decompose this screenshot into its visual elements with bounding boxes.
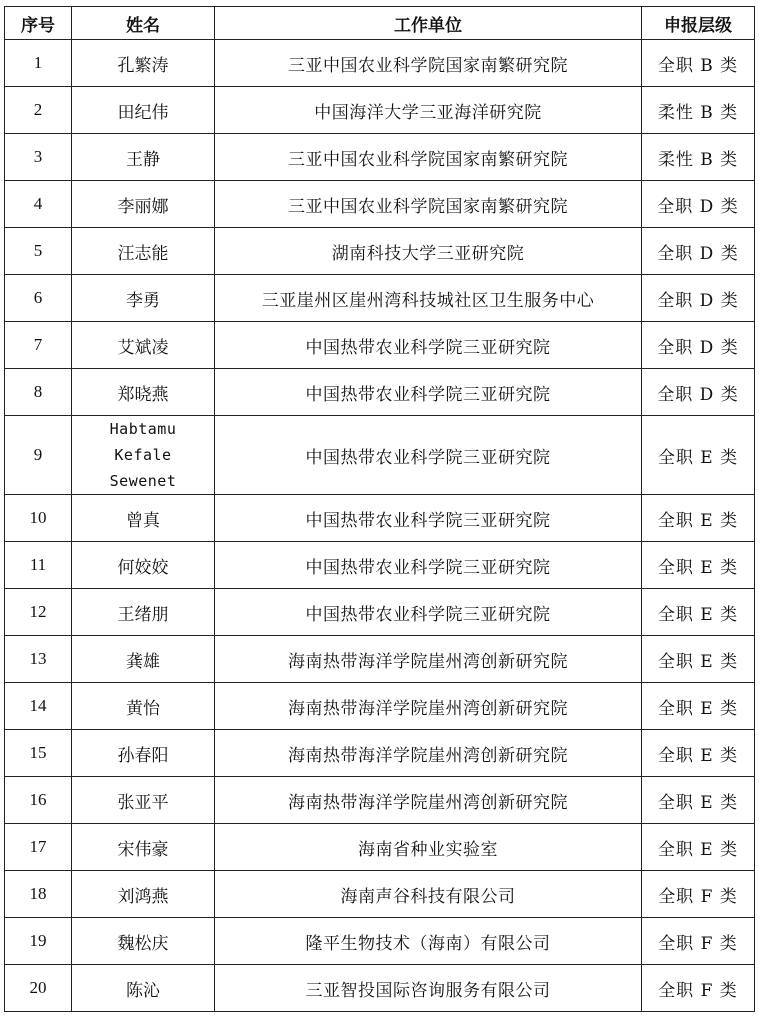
name-cell: 李丽娜 bbox=[72, 181, 215, 228]
serial-number-cell: 13 bbox=[5, 636, 72, 683]
work-unit-cell: 湖南科技大学三亚研究院 bbox=[215, 228, 642, 275]
work-unit-cell: 中国热带农业科学院三亚研究院 bbox=[215, 369, 642, 416]
serial-number-cell: 12 bbox=[5, 589, 72, 636]
header-application-level: 申报层级 bbox=[642, 7, 755, 40]
serial-number-cell: 19 bbox=[5, 918, 72, 965]
serial-number-cell: 10 bbox=[5, 495, 72, 542]
table-row bbox=[5, 275, 755, 322]
name-cell: 王静 bbox=[72, 134, 215, 181]
talent-roster-table bbox=[4, 6, 755, 1012]
table-row bbox=[5, 730, 755, 777]
level-cell: 全职 E 类 bbox=[642, 589, 755, 636]
table-row bbox=[5, 322, 755, 369]
serial-number-cell: 20 bbox=[5, 965, 72, 1012]
header-serial-number: 序号 bbox=[5, 7, 72, 40]
work-unit-cell: 中国热带农业科学院三亚研究院 bbox=[215, 495, 642, 542]
name-cell: 刘鸿燕 bbox=[72, 871, 215, 918]
table-row bbox=[5, 228, 755, 275]
table-row bbox=[5, 918, 755, 965]
serial-number-cell: 4 bbox=[5, 181, 72, 228]
name-cell: 田纪伟 bbox=[72, 87, 215, 134]
table-body bbox=[5, 40, 755, 1012]
serial-number-cell: 11 bbox=[5, 542, 72, 589]
level-cell: 全职 F 类 bbox=[642, 918, 755, 965]
level-cell: 全职 E 类 bbox=[642, 416, 755, 495]
level-cell: 全职 F 类 bbox=[642, 965, 755, 1012]
table-row bbox=[5, 589, 755, 636]
name-text-latin: Habtamu Kefale Sewenet bbox=[109, 420, 177, 490]
serial-number-cell: 16 bbox=[5, 777, 72, 824]
work-unit-cell: 海南热带海洋学院崖州湾创新研究院 bbox=[215, 777, 642, 824]
table-row bbox=[5, 824, 755, 871]
table-header bbox=[5, 7, 755, 40]
header-work-unit: 工作单位 bbox=[215, 7, 642, 40]
work-unit-cell: 中国海洋大学三亚海洋研究院 bbox=[215, 87, 642, 134]
level-cell: 柔性 B 类 bbox=[642, 134, 755, 181]
serial-number-cell: 9 bbox=[5, 416, 72, 495]
level-cell: 全职 B 类 bbox=[642, 40, 755, 87]
level-cell: 全职 E 类 bbox=[642, 636, 755, 683]
level-cell: 全职 D 类 bbox=[642, 228, 755, 275]
table-row bbox=[5, 87, 755, 134]
work-unit-cell: 三亚中国农业科学院国家南繁研究院 bbox=[215, 181, 642, 228]
table-row bbox=[5, 965, 755, 1012]
work-unit-cell: 海南声谷科技有限公司 bbox=[215, 871, 642, 918]
level-cell: 全职 F 类 bbox=[642, 871, 755, 918]
level-cell: 柔性 B 类 bbox=[642, 87, 755, 134]
level-cell: 全职 E 类 bbox=[642, 542, 755, 589]
serial-number-cell: 14 bbox=[5, 683, 72, 730]
work-unit-cell: 三亚中国农业科学院国家南繁研究院 bbox=[215, 134, 642, 181]
name-cell: 艾斌凌 bbox=[72, 322, 215, 369]
level-cell: 全职 E 类 bbox=[642, 730, 755, 777]
serial-number-cell: 1 bbox=[5, 40, 72, 87]
level-cell: 全职 E 类 bbox=[642, 495, 755, 542]
name-cell: 龚雄 bbox=[72, 636, 215, 683]
work-unit-cell: 三亚中国农业科学院国家南繁研究院 bbox=[215, 40, 642, 87]
serial-number-cell: 17 bbox=[5, 824, 72, 871]
level-cell: 全职 D 类 bbox=[642, 181, 755, 228]
work-unit-cell: 三亚智投国际咨询服务有限公司 bbox=[215, 965, 642, 1012]
name-cell: 孙春阳 bbox=[72, 730, 215, 777]
name-cell: 孔繁涛 bbox=[72, 40, 215, 87]
table-row bbox=[5, 495, 755, 542]
table-row bbox=[5, 40, 755, 87]
name-cell: 李勇 bbox=[72, 275, 215, 322]
serial-number-cell: 18 bbox=[5, 871, 72, 918]
work-unit-cell: 海南热带海洋学院崖州湾创新研究院 bbox=[215, 730, 642, 777]
name-cell bbox=[72, 416, 215, 495]
table-row bbox=[5, 134, 755, 181]
header-row bbox=[5, 7, 755, 40]
table-row bbox=[5, 542, 755, 589]
serial-number-cell: 6 bbox=[5, 275, 72, 322]
work-unit-cell: 中国热带农业科学院三亚研究院 bbox=[215, 542, 642, 589]
name-cell: 汪志能 bbox=[72, 228, 215, 275]
level-cell: 全职 E 类 bbox=[642, 777, 755, 824]
table-row bbox=[5, 871, 755, 918]
serial-number-cell: 2 bbox=[5, 87, 72, 134]
name-cell: 王绪朋 bbox=[72, 589, 215, 636]
table-row bbox=[5, 636, 755, 683]
work-unit-cell: 中国热带农业科学院三亚研究院 bbox=[215, 416, 642, 495]
work-unit-cell: 海南热带海洋学院崖州湾创新研究院 bbox=[215, 636, 642, 683]
serial-number-cell: 5 bbox=[5, 228, 72, 275]
header-name: 姓名 bbox=[72, 7, 215, 40]
name-cell: 黄怡 bbox=[72, 683, 215, 730]
level-cell: 全职 E 类 bbox=[642, 683, 755, 730]
serial-number-cell: 3 bbox=[5, 134, 72, 181]
name-cell: 郑晓燕 bbox=[72, 369, 215, 416]
table-row bbox=[5, 683, 755, 730]
work-unit-cell: 中国热带农业科学院三亚研究院 bbox=[215, 589, 642, 636]
name-cell: 陈沁 bbox=[72, 965, 215, 1012]
work-unit-cell: 海南省种业实验室 bbox=[215, 824, 642, 871]
name-cell: 宋伟豪 bbox=[72, 824, 215, 871]
table-row bbox=[5, 369, 755, 416]
level-cell: 全职 D 类 bbox=[642, 322, 755, 369]
level-cell: 全职 D 类 bbox=[642, 275, 755, 322]
table-row bbox=[5, 181, 755, 228]
work-unit-cell: 隆平生物技术（海南）有限公司 bbox=[215, 918, 642, 965]
serial-number-cell: 15 bbox=[5, 730, 72, 777]
level-cell: 全职 E 类 bbox=[642, 824, 755, 871]
name-cell: 何姣姣 bbox=[72, 542, 215, 589]
level-cell: 全职 D 类 bbox=[642, 369, 755, 416]
work-unit-cell: 三亚崖州区崖州湾科技城社区卫生服务中心 bbox=[215, 275, 642, 322]
name-cell: 魏松庆 bbox=[72, 918, 215, 965]
serial-number-cell: 7 bbox=[5, 322, 72, 369]
name-cell: 张亚平 bbox=[72, 777, 215, 824]
work-unit-cell: 中国热带农业科学院三亚研究院 bbox=[215, 322, 642, 369]
name-cell: 曾真 bbox=[72, 495, 215, 542]
table-row bbox=[5, 777, 755, 824]
table-row bbox=[5, 416, 755, 495]
work-unit-cell: 海南热带海洋学院崖州湾创新研究院 bbox=[215, 683, 642, 730]
serial-number-cell: 8 bbox=[5, 369, 72, 416]
